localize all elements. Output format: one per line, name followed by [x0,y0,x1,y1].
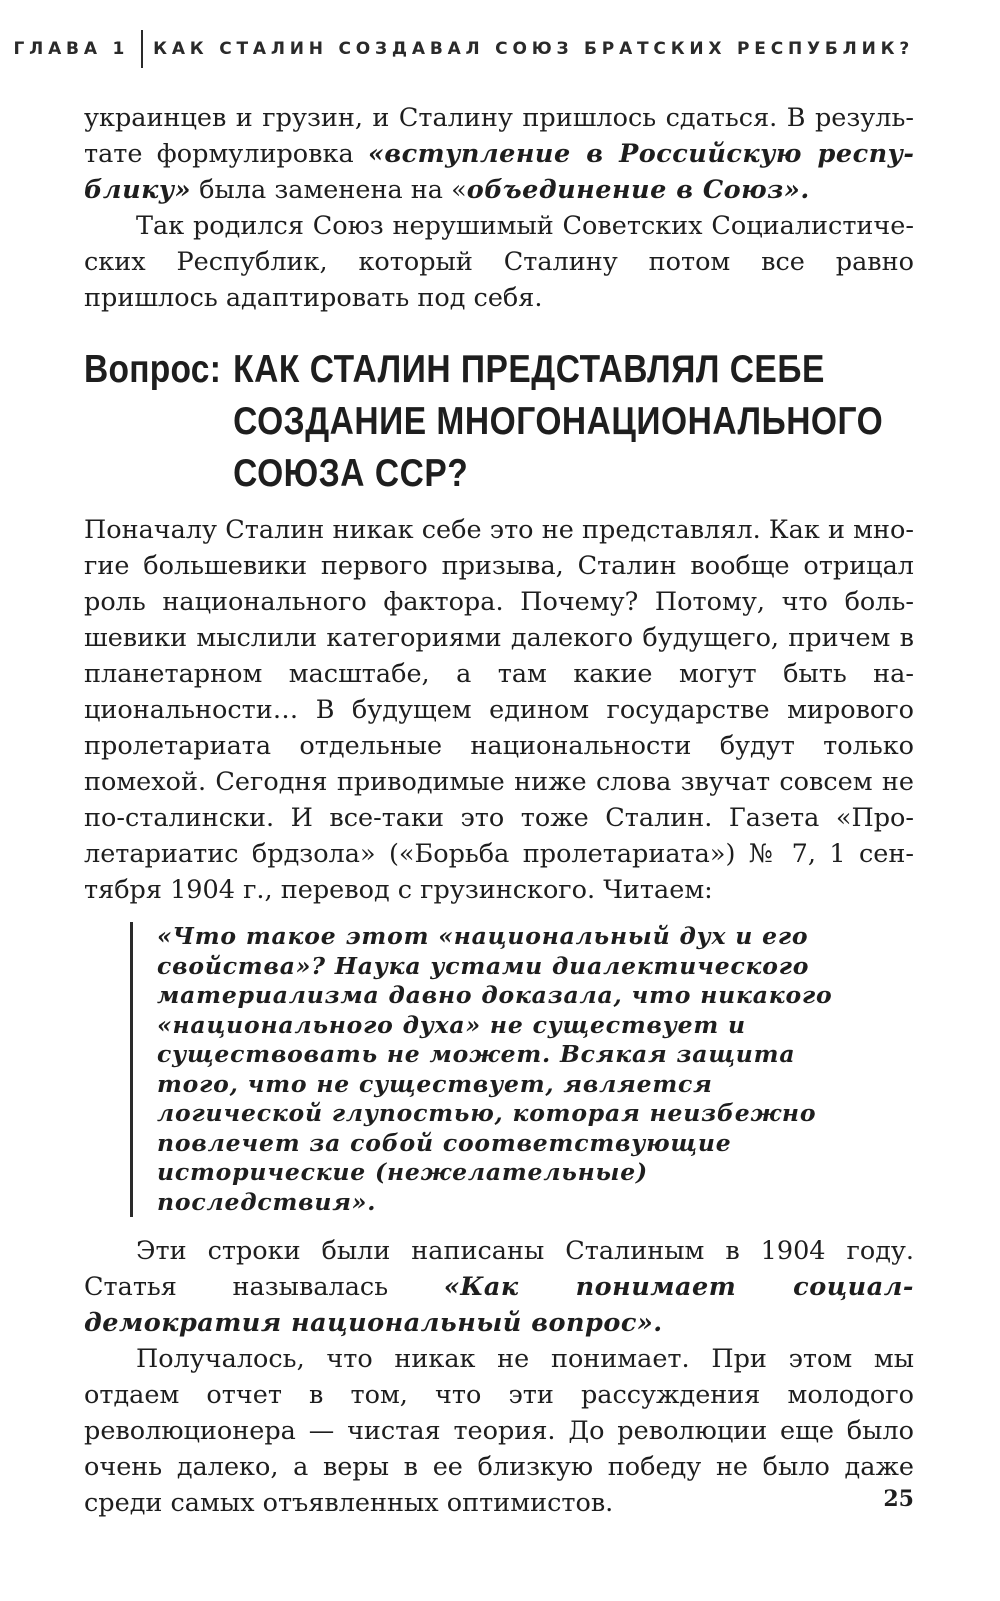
paragraph-5: Получалось, что никак не понимает. При этом мы отдаем отчет в том, что эти рассуждения молодого революционера — чистая теория. До революции еще было очень далеко, а веры в ее близкую победу не было даже среди самых отъявленных оптимистов. [84,1344,914,1518]
article-title: «Как понимает социал-демократия национальный вопрос». [84,1272,914,1338]
question-title: КАК СТАЛИН ПРЕДСТАВЛЯЛ СЕБЕ СОЗДАНИЕ МНОГОНАЦИОНАЛЬНОГО СОЮЗА ССР? [233,348,884,495]
emphasis-vstuplenie: «вступление в Российскую республику» [84,139,914,205]
blockquote: «Что такое этот «национальный дух и его свойства»? Наука устами диалектического материализма давно доказала, что никакого «национального духа» не существует и существовать не может. Всякая защита того, что не существует, является логической глупостью, которая неизбежно повлечет за собой соответствующие исторические (нежелательные) последствия». [130,922,837,1217]
chapter-title: КАК СТАЛИН СОЗДАВАЛ СОЮЗ БРАТСКИХ РЕСПУБЛИК? [153,39,914,59]
running-header [14,31,914,67]
page-number: 25 [883,1486,914,1512]
paragraph-2: Так родился Союз нерушимый Советских Социалистических Республик, который Сталину потом все равно пришлось адаптировать под себя. [84,211,914,313]
question-prefix: Вопрос: [84,348,222,391]
emphasis-obedinenie: объединение в Союз». [466,175,810,205]
header-divider [141,30,143,68]
paragraph-1-text-2: была заменена на « [191,175,467,205]
page-body [84,100,914,1521]
chapter-label: ГЛАВА 1 [13,39,130,59]
paragraph-4-text: Эти строки были написаны Сталиным в 1904 году. Статья называлась [84,1236,914,1302]
paragraph-1 [84,100,914,208]
paragraph-1-text: украинцев и грузин, и Сталину пришлось сдаться. В результате формулировка [84,103,914,169]
paragraph-4 [84,1233,914,1341]
question-heading [84,344,914,500]
paragraph-3: Поначалу Сталин никак себе это не представлял. Как и многие большевики первого призыва, Сталин вообще отрицал роль национального фактора. Почему? Потому, что большевики мыслили категориями далекого будущего, причем в планетарном масштабе, а там какие могут быть национальности… В будущем едином государстве мирового пролетариата отдельные национальности будут только помехой. Сегодня приводимые ниже слова звучат совсем не по-сталински. И все-таки это тоже Сталин. Газета «Пролетариатис брдзола» («Борьба пролетариата») № 7, 1 сентября 1904 г., перевод с грузинского. Читаем: [84,515,914,905]
